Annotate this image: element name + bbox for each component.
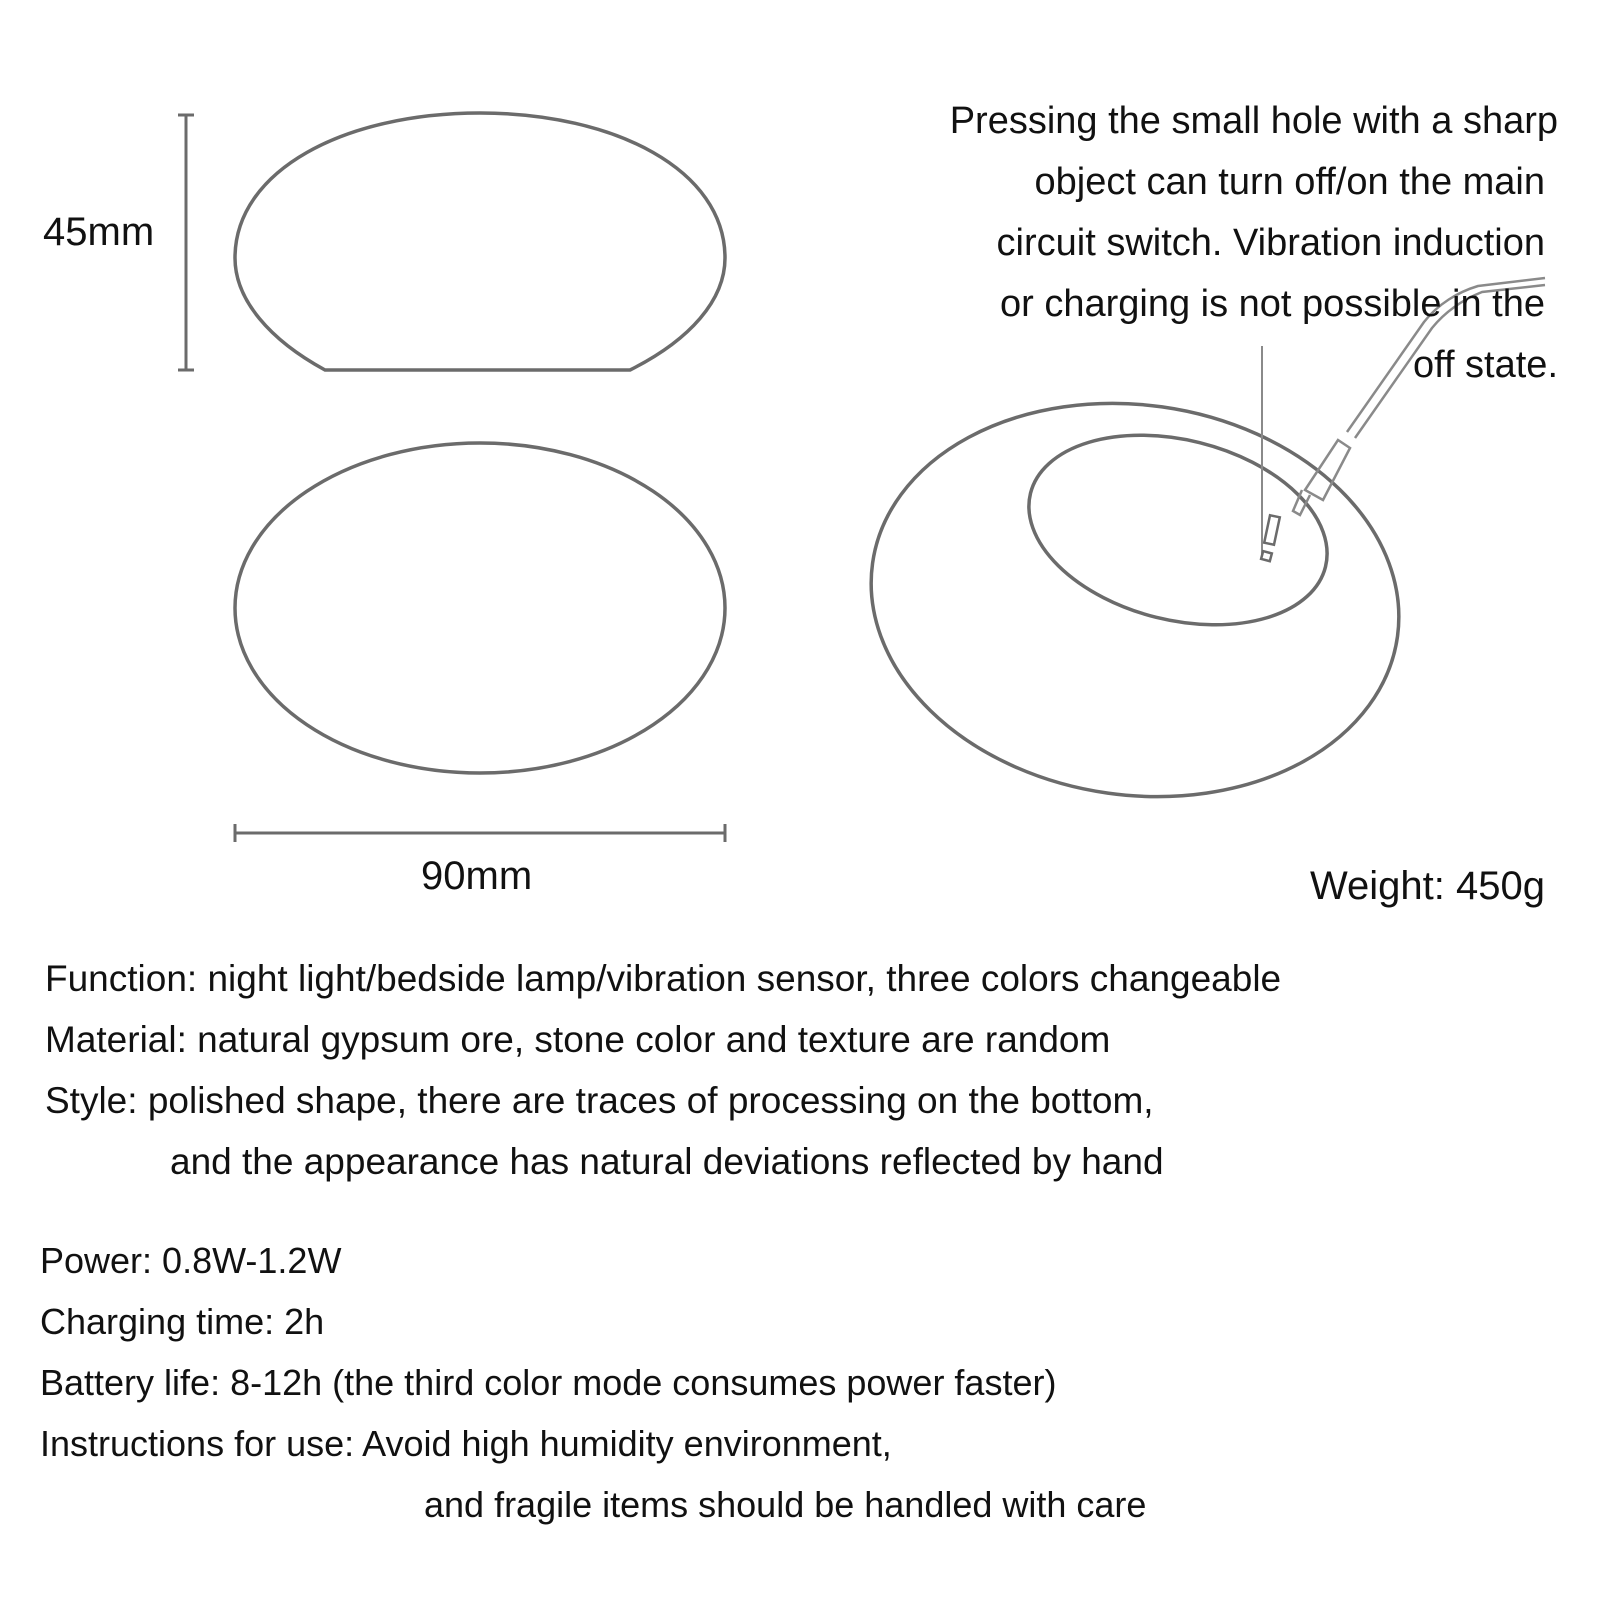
spec-instructions-continued: and fragile items should be handled with care [424,1484,1147,1525]
spec-charging-time: Charging time: 2h [40,1301,325,1342]
spec-style-continued: and the appearance has natural deviations reflected by hand [170,1141,1164,1182]
spec-material: Material: natural gypsum ore, stone color and texture are random [45,1019,1111,1060]
note-line-1: Pressing the small hole with a sharp [949,100,1558,142]
perspective-top-face [1009,406,1348,654]
note-line-3: circuit switch. Vibration induction [996,222,1545,264]
spec-power: Power: 0.8W-1.2W [40,1240,342,1281]
spec-battery-life: Battery life: 8-12h (the third color mode consumes power faster) [40,1362,1057,1403]
spec-function: Function: night light/bedside lamp/vibration sensor, three colors changeable [45,958,1282,999]
note-line-5: off state. [1412,344,1558,386]
spec-style: Style: polished shape, there are traces of processing on the bottom, [45,1080,1154,1121]
switch-hole-icon [1261,515,1280,561]
note-line-2: object can turn off/on the main [1034,161,1545,203]
spec-instructions: Instructions for use: Avoid high humidity environment, [40,1423,892,1464]
weight-label: Weight: 450g [1310,864,1545,908]
note-line-4: or charging is not possible in the [1000,283,1545,325]
width-dimension-line [235,824,725,842]
height-dimension-line [178,115,194,370]
width-label: 90mm [421,854,533,898]
height-label: 45mm [43,210,155,254]
side-view-outline [235,113,725,370]
top-view-outline [235,443,725,773]
